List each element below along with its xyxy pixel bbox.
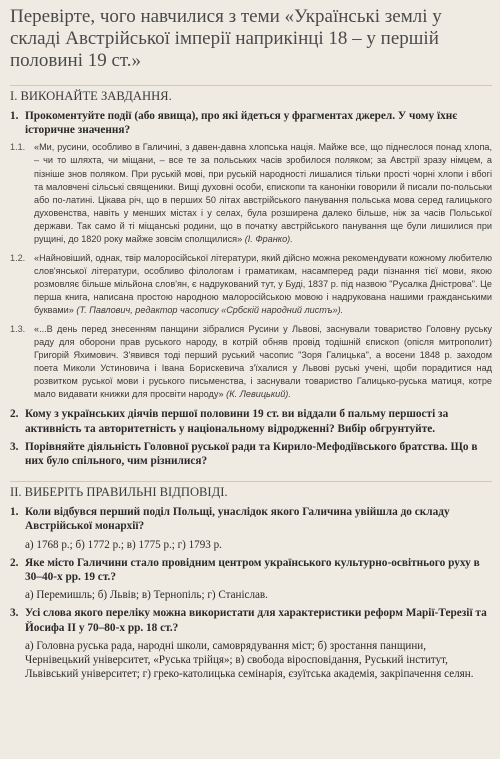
task-3-number: 3. bbox=[10, 440, 19, 453]
quiz-answer-options-2: а) Перемишль; б) Львів; в) Тернопіль; г) Станіслав. bbox=[25, 589, 268, 602]
task-1 bbox=[10, 109, 492, 137]
task-2 bbox=[10, 407, 492, 435]
quiz-question-number: 2. bbox=[10, 556, 19, 569]
quiz-question-2 bbox=[10, 556, 492, 584]
excerpt-number: 1.2. bbox=[10, 252, 26, 263]
excerpt-text: «Найновіший, однак, твір малоросійської літератури, який дійсно можна рекомендувати кожному любителю слов'янської літератури, особливо філологам і граматикам, насамперед ради пізнання тієї мови, якою розмовляє більше мільйона слов'ян, є надрукований тут, у Буді, 1837 р. під назвою "Русалка Дністрова". Це перша книга, написана простою народною малоросійською мовою і надрукована нашими гражданськими буквами» bbox=[34, 252, 492, 315]
excerpt-text: «Ми, русини, особливо в Галичині, з давен-давна хлопська нація. Майже все, що піднеслося понад хлопа, – чи то шляхта, чи міщани, – все те за польських часів зробилося поляком; за Австрії зразу німцем, а пізніше знов поляком. При руській мові, при руській народності лишалися тільки прості чорні хлопи і вбогі та маловчені сільські священики. Вищі духовні особи, єпископи та каноніки говорили й писали по-польськи або по-латині. Цікава річ, що в перших 50 літах австрійського панування польська мова серед галицького духовенства, навіть у менших містах і у селах, була розширена далеко більше, ніж за часів Польської держави. Так само й ті міщанські родини, що в початку австрійського панування ще були лишилися при рущині, до 1820 року майже зовсім сполщилися» bbox=[34, 142, 492, 244]
quiz-question-number: 1. bbox=[10, 506, 19, 519]
excerpt-text: «...В день перед знесенням панщини зібралися Русини у Львові, заснували товариство Головну руську раду для оборони прав руського народу, в котрій обняв провід тодішній єпископ (опісля митрополит) Григорій Яхимович. З'явився тоді перший руський часопис "Зоря Галицька", а восени 1848 р. заходом поета Миколи Устиновича і Івана Борискевича з'їхалися у Львові руські учені, щоби порадитися над розвитком руської мови і руського письменства, і заснували товариство Галицько-руська матиця, котре мало видавати книжки для просвіти народу» bbox=[34, 324, 492, 400]
task-3 bbox=[10, 440, 492, 468]
quiz-answer-options-1: а) 1768 р.; б) 1772 р.; в) 1775 р.; г) 1793 р. bbox=[25, 538, 222, 551]
section-2-heading: II. ВИБЕРІТЬ ПРАВИЛЬНІ ВІДПОВІДІ. bbox=[10, 481, 492, 500]
page-title: Перевірте, чого навчилися з теми «Українські землі у складі Австрійської імперії наприкінці 18 – у першій половині 19 ст.» bbox=[10, 6, 442, 71]
section-1-heading: I. ВИКОНАЙТЕ ЗАВДАННЯ. bbox=[10, 85, 492, 104]
quiz-question-3 bbox=[10, 606, 492, 634]
excerpt-body bbox=[34, 323, 492, 401]
source-excerpt-1-2 bbox=[10, 252, 492, 317]
excerpt-source: (К. Левицький). bbox=[226, 389, 291, 400]
task-3-text: Порівняйте діяльність Головної руської ради та Кирило-Мефодіївського братства. Що в них було спільного, чим різнилися? bbox=[25, 440, 478, 467]
source-excerpt-1-3 bbox=[10, 323, 492, 401]
quiz-question-text: Усі слова якого переліку можна використати для характеристики реформ Марії-Терезії та Йосифа II у 70–80-х рр. 18 ст.? bbox=[25, 607, 487, 634]
excerpt-body bbox=[34, 252, 492, 317]
task-1-number: 1. bbox=[10, 110, 19, 122]
quiz-answer-options-3: а) Головна руська рада, народні школи, самоврядування міст; б) зростання панщини, Чернівецький університет, «Руська трійця»; в) свобода віросповідання, Руський інститут, Львівський університет; г) греко-католицька семінарія, єзуїтська академія, закріпачення селян. bbox=[25, 639, 474, 681]
quiz-question-text: Яке місто Галичини стало провідним центром українського культурно-освітнього руху в 30–40-х рр. 19 ст.? bbox=[25, 556, 480, 583]
excerpt-number: 1.1. bbox=[10, 142, 26, 153]
source-excerpt-1-1 bbox=[10, 141, 492, 245]
excerpt-body bbox=[34, 141, 492, 245]
quiz-question-1 bbox=[10, 505, 492, 533]
quiz-question-text: Коли відбувся перший поділ Польщі, унаслідок якого Галичина увійшла до складу Австрійської монархії? bbox=[25, 506, 450, 533]
task-2-number: 2. bbox=[10, 408, 19, 421]
task-2-text: Кому з українських діячів першої половини 19 ст. ви віддали б пальму першості за активність та авторитетність у національному відродженні? Вибір обгрунтуйте. bbox=[25, 408, 449, 435]
excerpt-number: 1.3. bbox=[10, 324, 26, 335]
quiz-question-number: 3. bbox=[10, 607, 19, 620]
task-1-text: Прокоментуйте події (або явища), про які йдеться у фрагментах джерел. У чому їхнє історичне значення? bbox=[25, 110, 458, 137]
excerpt-source: (Т. Павлович, редактор часопису «Србскій народний листъ»). bbox=[76, 304, 344, 315]
excerpt-source: (І. Франко). bbox=[244, 233, 293, 244]
